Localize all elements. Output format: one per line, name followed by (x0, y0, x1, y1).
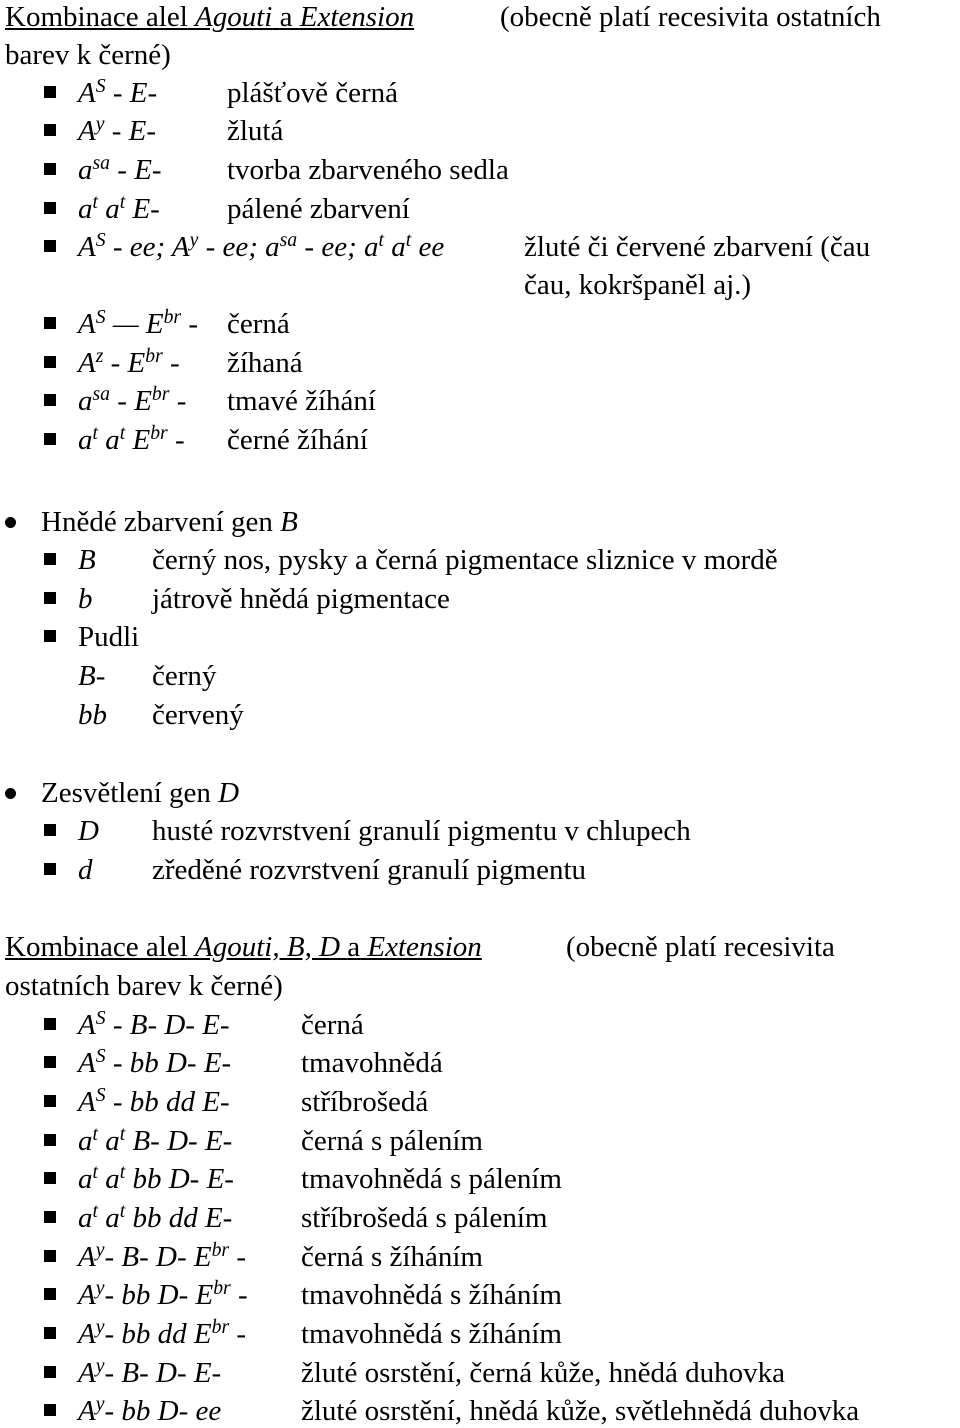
genotype-part: B- D- E- (125, 1125, 233, 1157)
genotype-part: A (78, 1086, 96, 1118)
genotype-superscript: S (95, 1006, 106, 1029)
genotype-part: a (78, 385, 93, 417)
genotype-part: - ee; a (297, 231, 379, 263)
genotype-superscript: sa (92, 382, 111, 405)
genotype-superscript: t (119, 1199, 126, 1222)
genotype-part: a (97, 424, 120, 456)
genotype-part: A (78, 1241, 96, 1273)
genotype-part: - bb D- E (104, 1279, 214, 1311)
bullet-square-icon (44, 240, 56, 252)
genotype-part: - bb dd E (104, 1318, 212, 1350)
genotype-part: a (78, 1125, 93, 1157)
genotype-superscript: br (151, 382, 170, 405)
genotype-part: a (78, 1202, 93, 1234)
phenotype: stříbrošedá s pálením (301, 1202, 548, 1234)
genotype (78, 1394, 221, 1428)
genotype-superscript: t (119, 1160, 126, 1183)
genotype-superscript: S (95, 74, 106, 97)
bullet-square-icon (44, 317, 56, 329)
genotype-part: bb D- E- (125, 1163, 234, 1195)
phenotype: tmavohnědá s žíháním (301, 1318, 562, 1350)
genotype-superscript: br (163, 305, 182, 328)
genotype-part: A (78, 347, 96, 379)
phenotype: tmavohnědá s pálením (301, 1163, 562, 1195)
genotype-part: a (97, 1163, 120, 1195)
phenotype: pálené zbarvení (227, 193, 410, 225)
phenotype: tvorba zbarveného sedla (227, 154, 509, 186)
genotype (78, 230, 444, 264)
bullet-square-icon (44, 394, 56, 406)
genotype (78, 1008, 230, 1042)
genotype-superscript: S (95, 1083, 106, 1106)
genotype-part: - E (110, 385, 152, 417)
phenotype: tmavohnědá (301, 1047, 443, 1079)
genotype (78, 1278, 248, 1312)
genotype-superscript: t (92, 190, 98, 213)
phenotype: plášťově černá (227, 77, 398, 109)
genotype-part: - E- (105, 77, 158, 109)
genotype-superscript: t (119, 1122, 126, 1145)
genotype (78, 1085, 230, 1119)
genotype-part: - bb D- E- (105, 1047, 232, 1079)
allele: bb (78, 699, 107, 731)
allele: B- (78, 660, 106, 692)
phenotype: žluté osrstění, hnědá kůže, světlehnědá duhovka (301, 1395, 860, 1427)
genotype-superscript: t (405, 228, 412, 251)
genotype-part: - bb D- ee (104, 1395, 222, 1427)
genotype (78, 114, 156, 148)
bullet-dot-icon (5, 517, 16, 528)
genotype (78, 192, 160, 226)
bullet-square-icon (44, 824, 56, 836)
allele-description: černý (152, 660, 217, 692)
genotype-part: A (78, 1047, 96, 1079)
genotype-part: - E- (110, 154, 162, 186)
genotype-part: A (78, 1279, 96, 1311)
genotype-part: - E (103, 347, 146, 379)
allele: b (78, 583, 93, 615)
genotype-superscript: S (95, 305, 106, 328)
bullet-square-icon (44, 202, 56, 214)
bullet-square-icon (44, 592, 56, 604)
bullet-square-icon (44, 1056, 56, 1068)
genotype-part: a (97, 1202, 120, 1234)
genotype-part: - B- D- E- (105, 1009, 230, 1041)
genotype-part: - E- (104, 115, 156, 147)
allele-description: játrově hnědá pigmentace (152, 583, 450, 615)
genotype-part: - B- D- E (104, 1241, 212, 1273)
phenotype-cont: čau, kokršpaněl aj.) (524, 269, 752, 301)
genotype-part: a (78, 193, 93, 225)
genotype-superscript: br (213, 1276, 231, 1299)
genotype-part: a (78, 154, 93, 186)
genotype (78, 1201, 232, 1235)
genotype-superscript: sa (279, 228, 298, 251)
phenotype: žluté či červené zbarvení (čau (524, 231, 871, 263)
genotype-part: - (162, 347, 180, 379)
genotype-part: - ee; A (105, 231, 190, 263)
genotype-part: A (78, 77, 96, 109)
genotype-part: - (229, 1241, 247, 1273)
phenotype: stříbrošedá (301, 1086, 429, 1118)
bullet-square-icon (44, 433, 56, 445)
genotype-part: A (78, 231, 96, 263)
allele-description: černý nos, pysky a černá pigmentace sliznice v mordě (152, 544, 778, 576)
phenotype: černá (301, 1009, 364, 1041)
genotype (78, 384, 186, 418)
phenotype: černá s žíháním (301, 1241, 483, 1273)
genotype-part: bb dd E- (125, 1202, 233, 1234)
phenotype: černé žíhání (227, 424, 368, 456)
genotype-part: - (167, 424, 185, 456)
genotype (78, 307, 198, 341)
genotype-superscript: t (92, 1199, 98, 1222)
genotype-part: - bb dd E- (105, 1086, 230, 1118)
genotype-superscript: t (92, 1122, 98, 1145)
allele-description: husté rozvrstvení granulí pigmentu v chlupech (152, 815, 691, 847)
breed-label: Pudli (78, 621, 140, 653)
genotype-part: A (78, 1318, 96, 1350)
bullet-square-icon (44, 1250, 56, 1262)
phenotype: černá (227, 308, 290, 340)
bullet-square-icon (44, 1211, 56, 1223)
genotype-superscript: t (119, 190, 126, 213)
genotype-superscript: t (378, 228, 384, 251)
bullet-square-icon (44, 1288, 56, 1300)
genotype-superscript: S (95, 228, 106, 251)
genotype-part: — E (105, 308, 164, 340)
phenotype: žlutá (227, 115, 284, 147)
genotype-part: A (78, 1357, 96, 1389)
genotype-part: - (169, 385, 187, 417)
genotype-superscript: y (95, 1276, 105, 1299)
genotype-superscript: br (211, 1315, 230, 1338)
allele-description: zředěné rozvrstvení granulí pigmentu (152, 854, 587, 886)
bullet-square-icon (44, 1366, 56, 1378)
genotype-superscript: y (95, 112, 105, 135)
genotype (78, 1046, 231, 1080)
genotype-superscript: S (95, 1044, 106, 1067)
genotype-superscript: y (95, 1238, 105, 1261)
genotype-part: E (125, 424, 151, 456)
genotype-superscript: t (92, 421, 98, 444)
genotype-superscript: y (95, 1392, 105, 1415)
genotype-superscript: t (92, 1160, 98, 1183)
genotype-part: A (78, 1009, 96, 1041)
bullet-square-icon (44, 1134, 56, 1146)
genotype-part: a (97, 193, 120, 225)
genotype-superscript: z (95, 344, 104, 367)
phenotype: žluté osrstění, černá kůže, hnědá duhovka (301, 1357, 785, 1389)
genotype-part: - (229, 1318, 247, 1350)
genotype-part: E- (125, 193, 160, 225)
bullet-dot-icon (5, 788, 16, 799)
genotype-part: - (181, 308, 199, 340)
genotype-superscript: sa (92, 151, 111, 174)
genotype-part: A (78, 1395, 96, 1427)
bullet-square-icon (44, 1172, 56, 1184)
genotype-superscript: br (145, 344, 163, 367)
genotype-superscript: t (119, 421, 126, 444)
allele: d (78, 854, 93, 886)
genotype-part: a (383, 231, 406, 263)
bullet-square-icon (44, 863, 56, 875)
bullet-square-icon (44, 1095, 56, 1107)
genotype-part: - (230, 1279, 248, 1311)
allele: B (78, 544, 96, 576)
genotype (78, 1317, 246, 1351)
bullet-square-icon (44, 1018, 56, 1030)
phenotype: černá s pálením (301, 1125, 483, 1157)
genotype-superscript: br (150, 421, 168, 444)
allele-description: červený (152, 699, 244, 731)
genotype (78, 1162, 234, 1196)
phenotype: žíhaná (227, 347, 303, 379)
genotype-part: ee (411, 231, 445, 263)
bullet-square-icon (44, 1404, 56, 1416)
genotype-superscript: y (189, 228, 199, 251)
bullet-square-icon (44, 124, 56, 136)
genotype-part: - B- D- E- (104, 1357, 222, 1389)
bullet-square-icon (44, 1327, 56, 1339)
genotype-superscript: y (95, 1315, 105, 1338)
genotype (78, 423, 185, 457)
genotype (78, 153, 162, 187)
genotype (78, 1356, 221, 1390)
allele: D (78, 815, 99, 847)
phenotype: tmavé žíhání (227, 385, 376, 417)
genotype (78, 76, 157, 110)
bullet-square-icon (44, 553, 56, 565)
bullet-square-icon (44, 356, 56, 368)
genotype-part: A (78, 115, 96, 147)
genotype-part: a (78, 1163, 93, 1195)
genotype-superscript: br (211, 1238, 230, 1261)
genotype (78, 1240, 246, 1274)
phenotype: tmavohnědá s žíháním (301, 1279, 562, 1311)
genotype-part: a (97, 1125, 120, 1157)
genotype (78, 1124, 232, 1158)
genotype-part: - ee; a (198, 231, 280, 263)
bullet-square-icon (44, 86, 56, 98)
bullet-square-icon (44, 163, 56, 175)
genotype-part: a (78, 424, 93, 456)
genotype (78, 346, 180, 380)
bullet-square-icon (44, 630, 56, 642)
genotype-part: A (78, 308, 96, 340)
genotype-superscript: y (95, 1354, 105, 1377)
